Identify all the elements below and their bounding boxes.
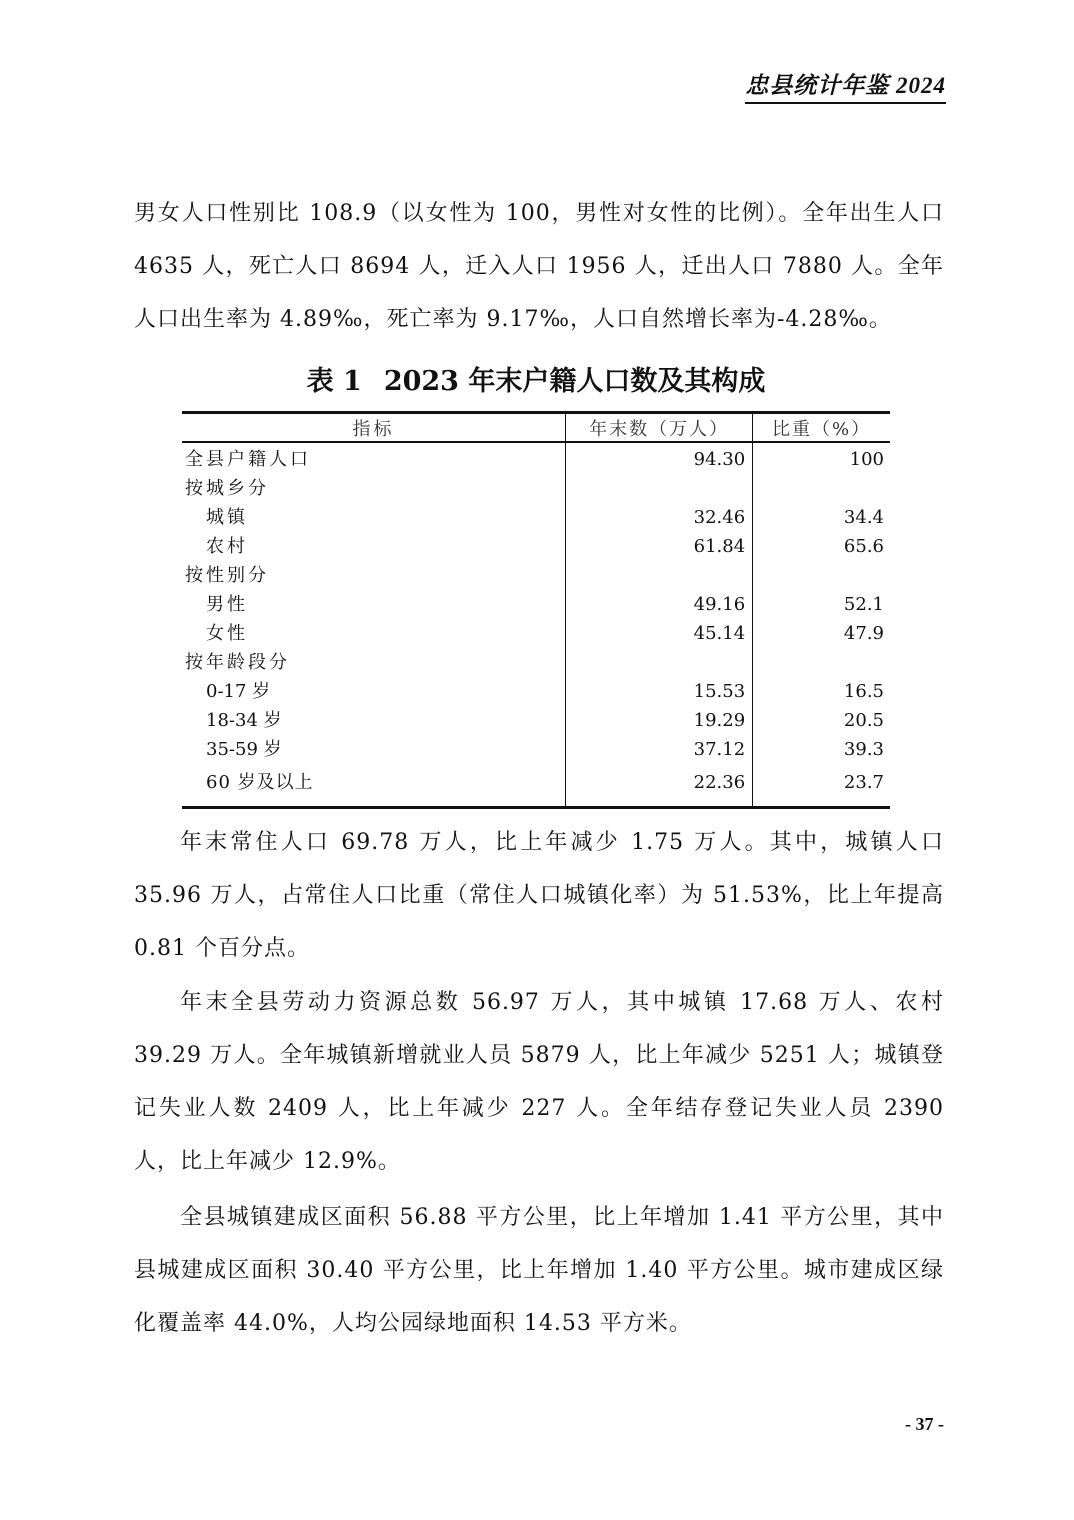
row-share: 65.6 [753,532,890,561]
table-row [182,735,890,764]
row-share: 47.9 [753,619,890,648]
row-share: 52.1 [753,590,890,619]
header-indicator: 指标 [182,413,566,443]
table-caption: 2023 年末户籍人口数及其构成 [383,366,766,397]
row-value: 37.12 [566,735,753,764]
row-value: 49.16 [566,590,753,619]
row-share [753,474,890,503]
row-label: 城镇 [206,507,248,528]
table-row [182,648,890,677]
table-number: 表 1 [306,366,362,397]
row-share [753,648,890,677]
row-label: 女性 [206,623,248,644]
row-label: 按性别分 [185,565,269,586]
paragraph-population-births-deaths: 男女人口性别比 108.9（以女性为 100，男性对女性的比例）。全年出生人口 4635 人，死亡人口 8694 人，迁入人口 1956 人，迁出人口 7880 人。全年人口出生率为 4.89‰，死亡率为 9.17‰，人口自然增长率为-4.28‰。 [134,201,944,332]
row-label: 18-34 岁 [206,710,282,731]
row-share: 100 [753,442,890,474]
paragraph-urban-built-area: 全县城镇建成区面积 56.88 平方公里，比上年增加 1.41 平方公里，其中县城建成区面积 30.40 平方公里，比上年增加 1.40 平方公里。城市建成区绿化覆盖率 44.0%，人均公园绿地面积 14.53 平方米。 [134,1205,944,1336]
row-share: 20.5 [753,706,890,735]
table-row [182,619,890,648]
row-label: 按年龄段分 [185,652,290,673]
table-row [182,764,890,808]
table-row [182,532,890,561]
row-share: 34.4 [753,503,890,532]
table-row [182,706,890,735]
row-share: 16.5 [753,677,890,706]
row-value: 15.53 [566,677,753,706]
row-value: 22.36 [566,764,753,808]
page-number: - 37 - [905,1414,944,1434]
table-row [182,474,890,503]
running-header-title: 忠县统计年鉴 2024 [745,72,946,104]
row-value: 45.14 [566,619,753,648]
table-row [182,677,890,706]
table-header-row [182,413,890,443]
row-label: 35-59 岁 [206,739,282,760]
row-value: 19.29 [566,706,753,735]
header-share: 比重（%） [753,413,890,443]
row-share [753,561,890,590]
row-label: 男性 [206,594,248,615]
table-title [182,362,890,402]
row-value: 94.30 [566,442,753,474]
row-label: 0-17 岁 [206,681,271,702]
row-value [566,561,753,590]
row-value [566,474,753,503]
row-label: 农村 [206,536,248,557]
row-label: 全县户籍人口 [185,449,311,470]
table-row [182,503,890,532]
table-row [182,561,890,590]
row-label: 60 岁及以上 [206,771,314,793]
row-value [566,648,753,677]
table-row [182,442,890,474]
table-row [182,590,890,619]
header-year-end-count: 年末数（万人） [566,413,753,443]
paragraph-labor-resources: 年末全县劳动力资源总数 56.97 万人，其中城镇 17.68 万人、农村 39.29 万人。全年城镇新增就业人员 5879 人，比上年减少 5251 人；城镇登记失业人数 2409 人，比上年减少 227 人。全年结存登记失业人员 2390 人，比上年减少 12.9%。 [134,990,944,1174]
row-value: 61.84 [566,532,753,561]
row-share: 39.3 [753,735,890,764]
row-value: 32.46 [566,503,753,532]
row-label: 按城乡分 [185,478,269,499]
paragraph-resident-population: 年末常住人口 69.78 万人，比上年减少 1.75 万人。其中，城镇人口 35.96 万人，占常住人口比重（常住人口城镇化率）为 51.53%，比上年提高 0.81 个百分点。 [134,830,944,961]
population-table [182,411,890,809]
row-share: 23.7 [753,764,890,808]
